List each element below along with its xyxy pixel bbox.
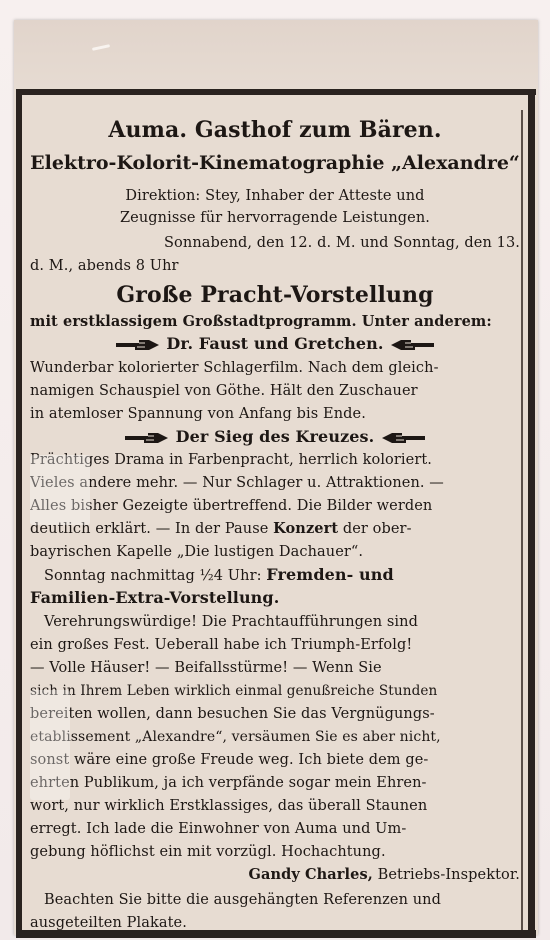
paper-top-margin: [14, 20, 538, 88]
film2-desc-4-end: der ober-: [338, 521, 412, 537]
film2-heading: [30, 427, 520, 447]
film1-desc-1: Wunderbar kolorierter Schlagerfilm. Nach dem gleich-: [30, 360, 439, 376]
body-line-9: wort, nur wirklich Erstklassiges, das überall Staunen: [30, 798, 428, 814]
ad-subtitle: Elektro-Kolorit-Kinematographie „Alexandre“: [30, 152, 520, 174]
body-line-11: gebung höflichst ein mit vorzügl. Hochachtung.: [30, 844, 386, 860]
date-line-1: Sonnabend, den 12. d. M. und Sonntag, den 13.: [164, 235, 520, 251]
sunday-time: Sonntag nachmittag ½4 Uhr:: [44, 568, 267, 584]
ad-title: Auma. Gasthof zum Bären.: [108, 117, 442, 143]
body-line-2: ein großes Fest. Ueberall habe ich Triumph-Erfolg!: [30, 637, 413, 653]
border-rule-top: [16, 89, 536, 95]
film1-desc-2: namigen Schauspiel von Göthe. Hält den Zuschauer: [30, 383, 418, 399]
film2-title: Der Sieg des Kreuzes.: [175, 427, 375, 446]
film2-desc-1: Prächtiges Drama in Farbenpracht, herrlich koloriert.: [30, 452, 433, 468]
body-line-8: ehrten Publikum, ja ich verpfände sogar mein Ehren-: [30, 775, 427, 791]
film2-desc-4: [30, 519, 520, 539]
film2-desc-5: bayrischen Kapelle „Die lustigen Dachauer“.: [30, 544, 364, 560]
direction-line-1: Direktion: Stey, Inhaber der Atteste und: [125, 188, 425, 204]
border-rule-right-inner: [521, 110, 523, 930]
body-line-6: etablissement „Alexandre“, versäumen Sie es aber nicht,: [30, 729, 441, 745]
body-line-7: sonst wäre eine große Freude weg. Ich biete dem ge-: [30, 752, 429, 768]
body-line-4: sich in Ihrem Leben wirklich einmal genußreiche Stunden: [30, 683, 438, 699]
body-line-10: erregt. Ich lade die Einwohner von Auma und Um-: [30, 821, 407, 837]
pointing-hand-left-icon: [380, 431, 426, 445]
program-line: mit erstklassigem Großstadtprogramm. Unter anderem:: [30, 313, 492, 330]
pointing-hand-right-icon: [115, 338, 161, 352]
sunday-extra-1: Fremden- und: [266, 565, 394, 584]
print-smudge: [30, 455, 90, 525]
closing-line-2: ausgeteilten Plakate.: [30, 915, 187, 931]
pointing-hand-right-icon: [124, 431, 170, 445]
direction-line-2: Zeugnisse für hervorragende Leistungen.: [119, 210, 431, 226]
date-line-2: d. M., abends 8 Uhr: [30, 258, 179, 274]
film2-desc-2: Vieles andere mehr. — Nur Schlager u. Attraktionen. —: [30, 475, 444, 491]
sunday-line-1: [30, 565, 520, 586]
film2-desc-4-start: deutlich erklärt. — In der Pause: [30, 521, 274, 537]
border-rule-left: [16, 89, 22, 937]
film1-heading: [30, 334, 520, 354]
ad-headline: Große Pracht-Vorstellung: [116, 282, 434, 308]
print-smudge: [30, 690, 70, 800]
sunday-line-2: Familien-Extra-Vorstellung.: [30, 588, 280, 607]
body-line-3: — Volle Häuser! — Beifallsstürme! — Wenn Sie: [30, 660, 382, 676]
pointing-hand-left-icon: [389, 338, 435, 352]
film1-title: Dr. Faust und Gretchen.: [166, 334, 384, 353]
body-line-1: Verehrungswürdige! Die Prachtaufführungen sind: [44, 614, 418, 630]
konzert-word: Konzert: [273, 520, 339, 537]
film2-desc-3: Alles bisher Gezeigte übertreffend. Die Bilder werden: [30, 498, 433, 514]
body-line-5: bereiten wollen, dann besuchen Sie das Vergnügungs-: [30, 706, 435, 722]
closing-line-1: Beachten Sie bitte die ausgehängten Referenzen und: [44, 892, 442, 908]
signature-line: [30, 865, 520, 885]
border-rule-right: [528, 89, 535, 937]
film1-desc-3: in atemloser Spannung von Anfang bis Ende.: [30, 406, 366, 422]
signature-role: Betriebs-Inspektor.: [372, 867, 520, 883]
signature-name: Gandy Charles,: [248, 866, 373, 883]
